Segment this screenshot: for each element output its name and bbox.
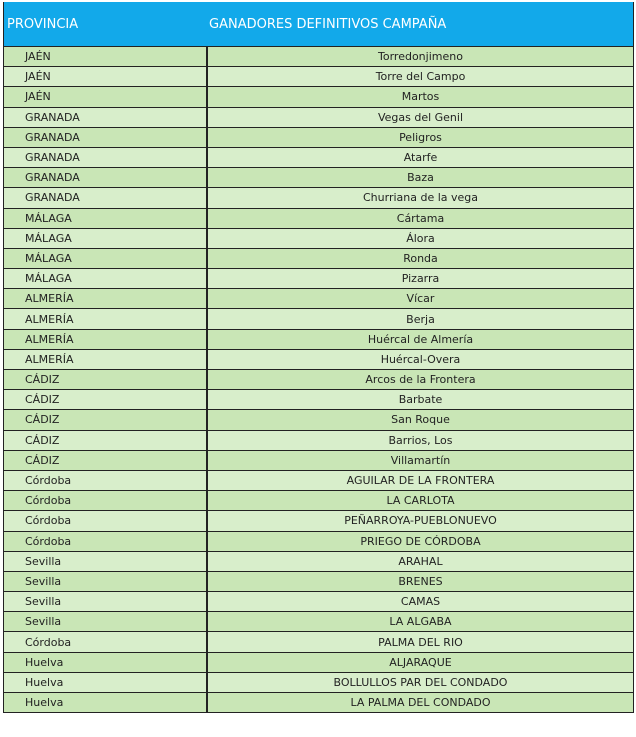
cell-provincia: ALMERÍA <box>4 350 207 369</box>
cell-provincia: Córdoba <box>4 532 207 551</box>
table-row <box>4 66 633 86</box>
cell-provincia: Córdoba <box>4 511 207 530</box>
cell-ganador: Barrios, Los <box>207 431 633 450</box>
cell-ganador: ALJARAQUE <box>207 653 633 672</box>
table-row <box>4 268 633 288</box>
cell-ganador: ARAHAL <box>207 552 633 571</box>
cell-ganador: Berja <box>207 309 633 328</box>
cell-ganador: Vícar <box>207 289 633 308</box>
cell-ganador: Pizarra <box>207 269 633 288</box>
cell-ganador: LA CARLOTA <box>207 491 633 510</box>
cell-provincia: Sevilla <box>4 592 207 611</box>
cell-ganador: PEÑARROYA-PUEBLONUEVO <box>207 511 633 530</box>
cell-provincia: GRANADA <box>4 188 207 207</box>
cell-provincia: CÁDIZ <box>4 410 207 429</box>
table-row <box>4 470 633 490</box>
table-row <box>4 631 633 651</box>
cell-provincia: Córdoba <box>4 471 207 490</box>
cell-provincia: CÁDIZ <box>4 390 207 409</box>
cell-provincia: JAÉN <box>4 47 207 66</box>
table-row <box>4 389 633 409</box>
cell-provincia: Córdoba <box>4 632 207 651</box>
cell-provincia: CÁDIZ <box>4 451 207 470</box>
cell-provincia: JAÉN <box>4 87 207 106</box>
cell-provincia: Sevilla <box>4 612 207 631</box>
cell-provincia: MÁLAGA <box>4 269 207 288</box>
winners-table <box>3 2 634 713</box>
cell-ganador: PALMA DEL RIO <box>207 632 633 651</box>
table-row <box>4 167 633 187</box>
cell-provincia: Huelva <box>4 693 207 712</box>
cell-ganador: AGUILAR DE LA FRONTERA <box>207 471 633 490</box>
cell-provincia: GRANADA <box>4 168 207 187</box>
cell-provincia: Huelva <box>4 653 207 672</box>
cell-provincia: Sevilla <box>4 552 207 571</box>
cell-ganador: CAMAS <box>207 592 633 611</box>
cell-ganador: Ronda <box>207 249 633 268</box>
cell-ganador: Álora <box>207 229 633 248</box>
cell-provincia: GRANADA <box>4 148 207 167</box>
cell-ganador: Huércal-Overa <box>207 350 633 369</box>
cell-ganador: Torre del Campo <box>207 67 633 86</box>
table-row <box>4 652 633 672</box>
cell-ganador: San Roque <box>207 410 633 429</box>
cell-ganador: Churriana de la vega <box>207 188 633 207</box>
cell-ganador: Atarfe <box>207 148 633 167</box>
cell-provincia: MÁLAGA <box>4 229 207 248</box>
cell-provincia: Huelva <box>4 673 207 692</box>
cell-provincia: ALMERÍA <box>4 289 207 308</box>
table-row <box>4 409 633 429</box>
cell-provincia: ALMERÍA <box>4 309 207 328</box>
table-row <box>4 430 633 450</box>
table-row <box>4 490 633 510</box>
table-row <box>4 369 633 389</box>
cell-provincia: JAÉN <box>4 67 207 86</box>
cell-ganador: Baza <box>207 168 633 187</box>
table-row <box>4 692 633 712</box>
cell-ganador: BOLLULLOS PAR DEL CONDADO <box>207 673 633 692</box>
table-row <box>4 228 633 248</box>
cell-ganador: Martos <box>207 87 633 106</box>
table-row <box>4 86 633 106</box>
cell-ganador: Barbate <box>207 390 633 409</box>
table-row <box>4 329 633 349</box>
cell-provincia: MÁLAGA <box>4 209 207 228</box>
table-row <box>4 187 633 207</box>
table-row <box>4 510 633 530</box>
table-row <box>4 551 633 571</box>
table-row <box>4 208 633 228</box>
cell-provincia: Córdoba <box>4 491 207 510</box>
cell-provincia: CÁDIZ <box>4 370 207 389</box>
table-row <box>4 531 633 551</box>
table-header <box>4 2 633 46</box>
cell-provincia: GRANADA <box>4 108 207 127</box>
header-provincia: PROVINCIA <box>7 16 79 32</box>
cell-provincia: Sevilla <box>4 572 207 591</box>
table-row <box>4 308 633 328</box>
cell-ganador: Arcos de la Frontera <box>207 370 633 389</box>
cell-ganador: Peligros <box>207 128 633 147</box>
cell-ganador: Vegas del Genil <box>207 108 633 127</box>
cell-ganador: Huércal de Almería <box>207 330 633 349</box>
cell-ganador: BRENES <box>207 572 633 591</box>
cell-ganador: LA PALMA DEL CONDADO <box>207 693 633 712</box>
cell-provincia: CÁDIZ <box>4 431 207 450</box>
table-row <box>4 107 633 127</box>
table-row <box>4 248 633 268</box>
table-body <box>4 46 633 712</box>
table-row <box>4 450 633 470</box>
cell-provincia: ALMERÍA <box>4 330 207 349</box>
cell-ganador: Torredonjimeno <box>207 47 633 66</box>
table-row <box>4 611 633 631</box>
cell-ganador: Villamartín <box>207 451 633 470</box>
cell-provincia: GRANADA <box>4 128 207 147</box>
table-row <box>4 591 633 611</box>
header-ganadores: GANADORES DEFINITIVOS CAMPAÑA <box>209 16 447 32</box>
table-row <box>4 127 633 147</box>
table-row <box>4 571 633 591</box>
cell-ganador: Cártama <box>207 209 633 228</box>
table-row <box>4 672 633 692</box>
table-row <box>4 288 633 308</box>
table-row <box>4 46 633 66</box>
table-row <box>4 349 633 369</box>
cell-provincia: MÁLAGA <box>4 249 207 268</box>
cell-ganador: PRIEGO DE CÓRDOBA <box>207 532 633 551</box>
cell-ganador: LA ALGABA <box>207 612 633 631</box>
table-row <box>4 147 633 167</box>
